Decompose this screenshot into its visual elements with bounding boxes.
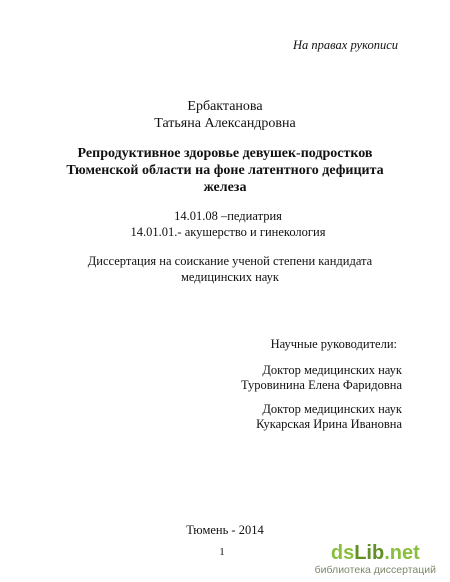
author-surname: Ербактанова — [187, 99, 263, 114]
watermark-subtitle: библиотека диссертаций — [314, 564, 436, 576]
specialty-line: 14.01.01.- акушерство и гинекология — [130, 225, 326, 239]
watermark-logo: dsLib.net — [330, 542, 420, 564]
dissertation-title — [0, 145, 450, 196]
degree-statement — [0, 253, 450, 285]
title-line: железа — [203, 180, 247, 195]
city-year: Тюмень - 2014 — [186, 523, 264, 537]
supervisor-name: Туровинина Елена Фаридовна — [241, 378, 402, 392]
page-number: 1 — [219, 546, 225, 558]
rights-notice: На правах рукописи — [293, 38, 398, 52]
specialty-line: 14.01.08 –педиатрия — [174, 209, 282, 223]
supervisor-degree: Доктор медицинских наук — [262, 363, 402, 377]
title-line: Тюменской области на фоне латентного дефицита — [66, 163, 384, 178]
watermark[interactable] — [315, 542, 436, 576]
degree-line: Диссертация на соискание ученой степени кандидата — [87, 254, 373, 268]
title-line: Репродуктивное здоровье девушек-подростков — [77, 146, 373, 161]
supervisor-name: Кукарская Ирина Ивановна — [256, 417, 402, 431]
author-name: Татьяна Александровна — [154, 116, 296, 131]
degree-line: медицинских наук — [180, 270, 280, 284]
supervisor-degree: Доктор медицинских наук — [262, 402, 402, 416]
supervisors-heading: Научные руководители: — [270, 337, 397, 351]
